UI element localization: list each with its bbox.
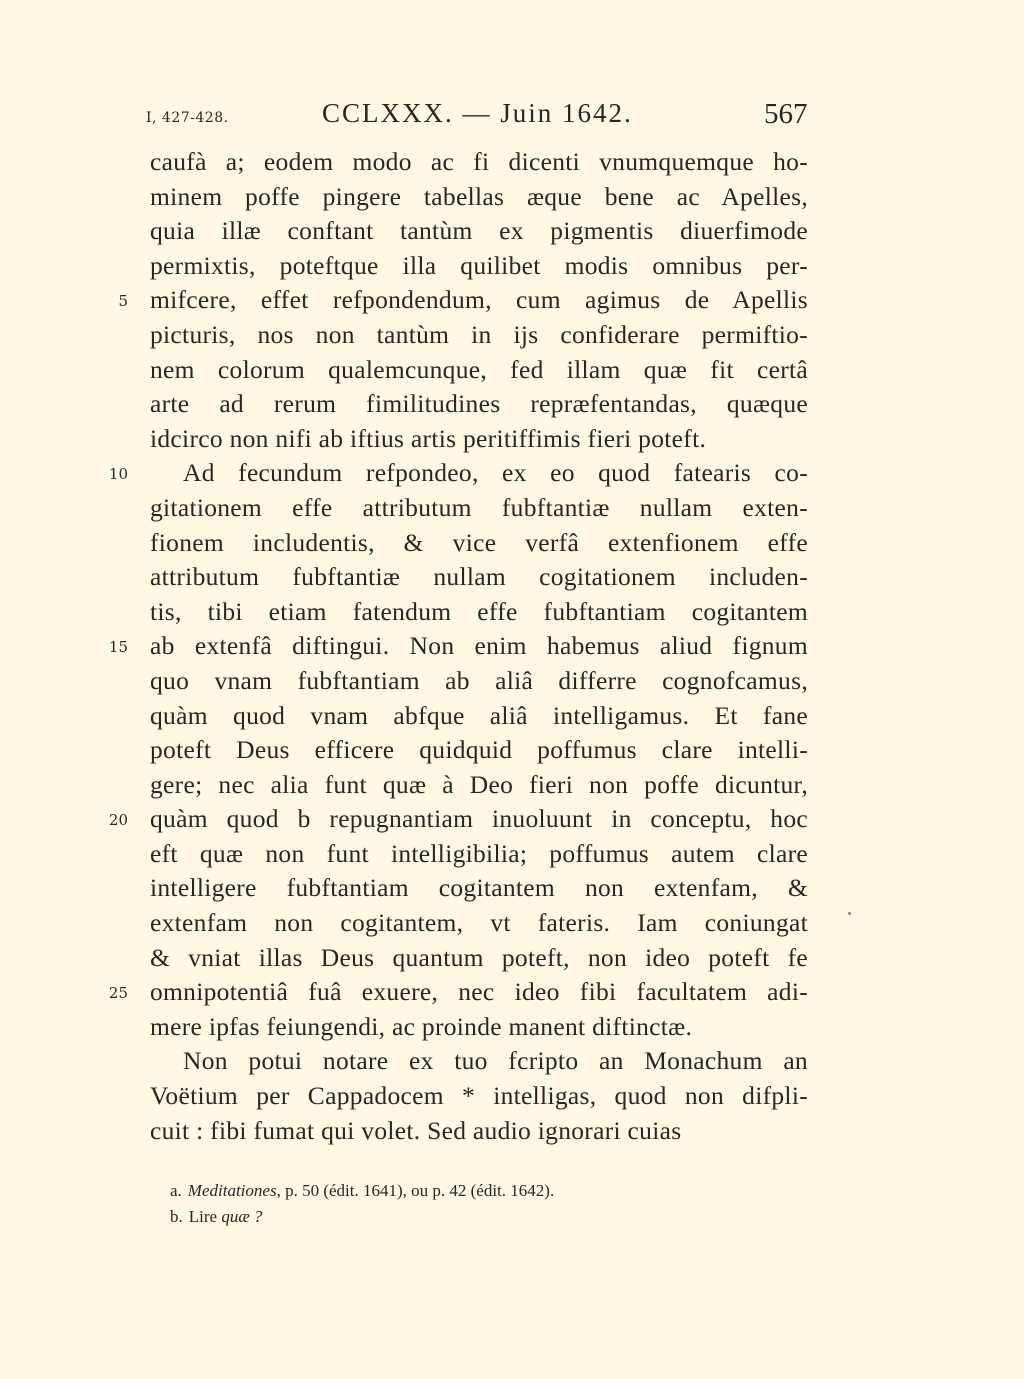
text-line (0, 353, 1024, 388)
line-text: quia illæ conftant tantùm ex pigmentis diuerfimode (150, 216, 808, 246)
line-text: & vniat illas Deus quantum poteft, non ideo poteft fe (150, 942, 808, 972)
text-line (0, 214, 1024, 249)
line-text: extenfam non cogitantem, vt fateris. Iam coniungat (150, 908, 808, 938)
line-text: mere ipfas feiungendi, ac proinde manent diftinctæ. (150, 1011, 693, 1041)
text-line (0, 871, 1024, 906)
text-line (0, 906, 1024, 941)
text-line (0, 249, 1024, 284)
line-text: quo vnam fubftantiam ab aliâ differre cognofcamus, (150, 665, 808, 695)
line-text: minem poffe pingere tabellas æque bene ac Apelles, (150, 181, 808, 211)
line-text: quàm quod vnam abfque aliâ intelligamus. Et fane (150, 700, 808, 730)
paper-speck (848, 912, 851, 915)
text-line (0, 941, 1024, 976)
text-line (0, 629, 1024, 664)
footnote-text: Lire (188, 1207, 222, 1226)
line-number: 5 (118, 292, 128, 311)
line-text: poteft Deus efficere quidquid poffumus clare intelli- (150, 735, 808, 765)
page-number: 567 (764, 98, 808, 130)
header-reference: I, 427-428. (146, 110, 229, 126)
text-line (0, 456, 1024, 491)
text-line (0, 837, 1024, 872)
line-text: cuit : fibi fumat qui volet. Sed audio ignorari cuias (150, 1115, 682, 1145)
line-text: omnipotentiâ fuâ exuere, nec ideo fibi facultatem adi- (150, 977, 808, 1007)
line-number: 15 (108, 638, 128, 657)
line-text: nem colorum qualemcunque, fed illam quæ fit certâ (150, 354, 808, 384)
footnotes (170, 1178, 554, 1230)
text-line (0, 595, 1024, 630)
text-line (0, 699, 1024, 734)
line-text: permixtis, poteftque illa quilibet modis omnibus per- (150, 250, 808, 280)
footnote-text: , p. 50 (édit. 1641), ou p. 42 (édit. 1642). (276, 1181, 555, 1200)
text-line (0, 318, 1024, 353)
line-text: fionem includentis, & vice verfâ extenfionem effe (150, 527, 808, 557)
line-text: arte ad rerum fimilitudines repræfentandas, quæque (150, 389, 808, 419)
body-text (0, 145, 1024, 1148)
text-line (0, 387, 1024, 422)
footnote-mark: b. (170, 1207, 183, 1226)
line-text: Voëtium per Cappadocem * intelligas, quod non difpli- (150, 1081, 808, 1111)
text-line (0, 802, 1024, 837)
text-line (0, 1010, 1024, 1045)
footnote-italic: quæ ? (221, 1207, 263, 1226)
text-line (0, 145, 1024, 180)
text-line (0, 1044, 1024, 1079)
line-text: tis, tibi etiam fatendum effe fubftantiam cogitantem (150, 596, 808, 626)
text-line (0, 526, 1024, 561)
text-line (0, 1079, 1024, 1114)
line-text: quàm quod b repugnantiam inuoluunt in conceptu, hoc (150, 804, 808, 834)
line-text: gitationem effe attributum fubftantiæ nullam exten- (150, 492, 808, 522)
text-line (0, 975, 1024, 1010)
line-text: gere; nec alia funt quæ à Deo fieri non poffe dicuntur, (150, 769, 808, 799)
line-text: idcirco non nifi ab iftius artis peritiffimis fieri poteft. (150, 423, 707, 453)
line-number: 10 (108, 465, 128, 484)
line-text: caufà a; eodem modo ac fi dicenti vnumquemque ho- (150, 147, 808, 176)
line-text: attributum fubftantiæ nullam cogitationem includen- (150, 562, 808, 592)
footnote-a (170, 1178, 554, 1204)
text-line (0, 664, 1024, 699)
line-number: 25 (108, 984, 128, 1003)
line-text: Ad fecundum refpondeo, ex eo quod fatearis co- (183, 458, 808, 488)
text-line (0, 491, 1024, 526)
line-text: Non potui notare ex tuo fcripto an Monachum an (183, 1046, 808, 1076)
text-line (0, 283, 1024, 318)
running-header (0, 98, 1024, 138)
text-line (0, 733, 1024, 768)
line-text: ab extenfâ diftingui. Non enim habemus aliud fignum (150, 631, 808, 661)
line-text: picturis, nos non tantùm in ijs confiderare permiftio- (150, 319, 808, 349)
footnote-b (170, 1204, 554, 1230)
header-title: CCLXXX. — Juin 1642. (322, 98, 633, 128)
footnote-mark: a. (170, 1181, 182, 1200)
text-line (0, 180, 1024, 215)
line-text: mifcere, effet refpondendum, cum agimus de Apellis (150, 285, 808, 315)
text-line (0, 1114, 1024, 1149)
line-text: intelligere fubftantiam cogitantem non extenfam, & (150, 873, 808, 903)
line-text: eft quæ non funt intelligibilia; poffumus autem clare (150, 838, 808, 868)
line-number: 20 (108, 811, 128, 830)
text-line (0, 560, 1024, 595)
footnote-title: Meditationes (187, 1181, 277, 1200)
text-line (0, 422, 1024, 457)
text-line (0, 768, 1024, 803)
